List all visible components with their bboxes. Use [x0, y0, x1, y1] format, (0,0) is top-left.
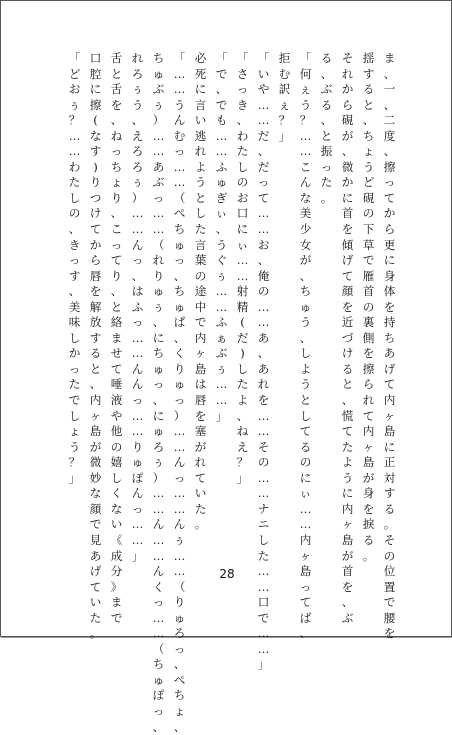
text-column-5 [299, 51, 312, 642]
text-column-14 [110, 51, 123, 626]
column-text: 舌と舌を、ねっちょり、こってり、と絡ませて唾液や他の嬉しくない《成分》まで [110, 51, 123, 625]
text-column-16 [68, 51, 81, 486]
text-column-15 [89, 51, 102, 642]
column-text: る、ぶる、と振った。 [320, 51, 333, 205]
text-column-4 [320, 51, 333, 206]
column-text: 「さっき、わたしのお口にぃ……射精(だ)したよ、ねえ？」 [236, 51, 249, 485]
column-text: それから硯が、微かに首を傾げて顔を近づけると、慌てたように内ヶ島が首を、ぶ [341, 51, 354, 625]
column-text: 「いや……だ、だって……お、俺の……あ、あれを……その……ナニした……口で……」 [257, 51, 270, 672]
column-text: 口腔に擦(なす)りつけてから唇を解放すると、内ヶ島が微妙な顔で見あげていた。 [89, 51, 102, 641]
column-text: 「どおぅ？……わたしの、きっす、美味しかったでしょう？」 [68, 51, 81, 485]
text-column-13 [131, 51, 144, 564]
column-text: 「何ぇう？……こんな美少女が、ちゅう、しようとしてるのにぃ……内ヶ島ってば、 [299, 51, 312, 641]
text-column-6 [278, 51, 291, 144]
column-text: ま、一、二度、擦ってから更に身体を持ちあげて内ヶ島に正対する。その位置で腰を [383, 51, 396, 641]
column-text: 必死に言い逃れようとした言葉の途中で内ヶ島は唇を塞がれていた。 [194, 51, 207, 532]
text-column-8 [236, 51, 249, 486]
column-text: 揺すると、ちょうど硯の下草で雁首の裏側を擦られて内ヶ島が身を捩る。 [362, 51, 375, 563]
text-column-1 [383, 51, 396, 642]
column-text: れろぅう、えろろぅ）……んっ、はふっ……んんっ……りゅぽんっ……」 [131, 51, 144, 563]
text-column-9 [215, 51, 228, 424]
text-column-2 [362, 51, 375, 564]
column-text: 「……うんむっ……（ぺちゅっ、ちゅぱ、くりゅっ）……んっ……んぅ……（りゅろっ、ぺちょ、 [173, 51, 186, 734]
page-number: 28 [219, 567, 235, 581]
text-column-11 [173, 51, 186, 735]
text-column-10 [194, 51, 207, 533]
column-text: 拒む訳ぇ？」 [278, 51, 291, 143]
text-column-3 [341, 51, 354, 626]
column-text: ちゅぷぅ）……あぶっ……（れりゅぅ、にちゅっ、にゅろぅ）……ん……んくっ……（ちゅぽっ、 [152, 51, 165, 734]
column-text: 「で、でも……ふゅぎぃ、うぐぅ……ふぁぶぅ……」 [215, 51, 228, 423]
text-column-12 [152, 51, 165, 735]
